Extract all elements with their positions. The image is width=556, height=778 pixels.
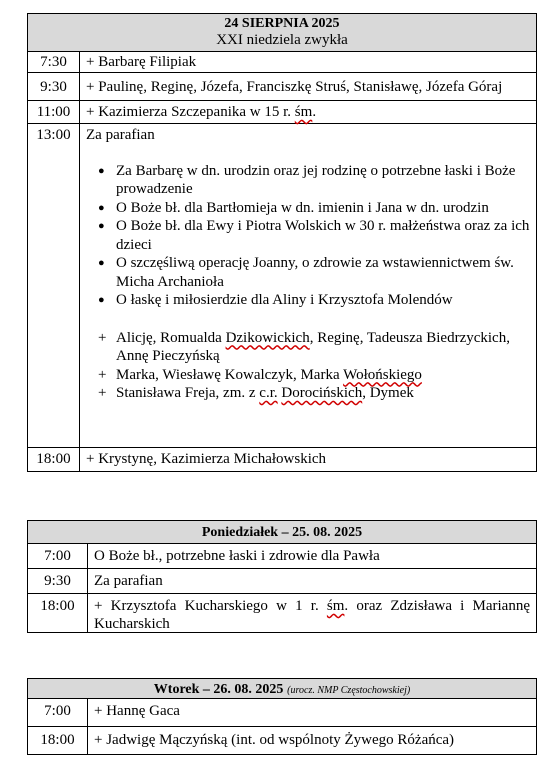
flagged-word: śm xyxy=(326,598,345,614)
cross-icon: + xyxy=(98,366,107,383)
mass-row xyxy=(28,73,536,101)
bullet-icon: ● xyxy=(98,220,105,232)
list-item: + Stanisława Freja, zm. z c.r. Dorocińskich, Dymek xyxy=(98,385,414,401)
monday-header xyxy=(28,521,536,544)
sunday-header xyxy=(28,14,536,52)
mass-time: 9:30 xyxy=(28,569,88,593)
mass-row xyxy=(28,569,536,594)
mass-intention xyxy=(80,101,536,123)
list-item: ● O szczęśliwą operację Joanny, o zdrowie za wstawiennictwem św. Micha Archanioła xyxy=(98,255,514,290)
mass-time: 18:00 xyxy=(28,594,88,632)
list-item: ● O Boże bł. dla Bartłomieja w dn. imienin i Jana w dn. urodzin xyxy=(98,199,489,216)
cross-icon: + xyxy=(98,385,107,401)
mass-row xyxy=(28,448,536,472)
sunday-title: XXI niedziela zwykła xyxy=(216,32,348,48)
list-item: + Marka, Wiesławę Kowalczyk, Marka Wołońskiego xyxy=(98,366,422,383)
sunday-date: 24 SIERPNIA 2025 xyxy=(224,16,340,31)
mass-intention: O Boże bł., potrzebne łaski i zdrowie dla Pawła xyxy=(94,548,380,564)
flagged-word: śm xyxy=(294,104,313,120)
mass-intention: + Krystynę, Kazimierza Michałowskich xyxy=(86,451,327,467)
flagged-word: c.r. xyxy=(259,385,278,401)
mass-intention: + Paulinę, Reginę, Józefa, Franciszkę Struś, Stanisławę, Józefa Góraj xyxy=(86,79,503,95)
bullet-icon: ● xyxy=(98,257,105,269)
mass-time: 18:00 xyxy=(28,727,88,754)
mass-row-1300 xyxy=(28,124,536,448)
mass-time: 9:30 xyxy=(28,73,80,100)
flagged-word: Dzikowickich xyxy=(225,329,310,346)
mass-row xyxy=(28,544,536,569)
mass-intention: + Jadwigę Mączyńską (int. od wspólnoty Żywego Różańca) xyxy=(94,732,455,748)
tuesday-table xyxy=(27,678,537,755)
mass-row xyxy=(28,52,536,73)
mass-time: 7:00 xyxy=(28,544,88,568)
mass-time: 7:30 xyxy=(28,52,80,72)
mass-row xyxy=(28,594,536,633)
mass-row xyxy=(28,101,536,124)
flagged-word: Wołońskiego xyxy=(343,366,422,383)
mass-intention: + Barbarę Filipiak xyxy=(86,54,197,70)
mass-time: 11:00 xyxy=(28,101,80,123)
deceased-list xyxy=(80,329,536,403)
bullet-icon: ● xyxy=(98,294,105,306)
tuesday-date: Wtorek – 26. 08. 2025 xyxy=(153,682,284,697)
sunday-table xyxy=(27,13,537,472)
intention-text: + Kazimierza Szczepanika w 15 r. xyxy=(86,104,295,120)
bullet-icon: ● xyxy=(98,164,105,177)
list-item: ● O Boże bł. dla Ewy i Piotra Wolskich w 30 r. małżeństwa oraz za ich dzieci xyxy=(98,218,530,253)
cross-icon: + xyxy=(98,329,107,346)
mass-intention: Za parafian xyxy=(94,573,163,589)
mass-row xyxy=(28,699,536,727)
bullet-icon: ● xyxy=(98,201,105,214)
list-item: ● O łaskę i miłosierdzie dla Aliny i Krzysztofa Molendów xyxy=(98,292,453,308)
tuesday-header xyxy=(28,679,536,699)
tuesday-note: (urocz. NMP Częstochowskiej) xyxy=(287,685,411,696)
mass-time: 18:00 xyxy=(28,448,80,471)
list-item: + Alicję, Romualda Dzikowickich, Reginę, Tadeusza Biedrzyckich, Annę Pieczyńską xyxy=(98,329,510,364)
list-item: ● Za Barbarę w dn. urodzin oraz jej rodzinę o potrzebne łaski i Boże prowadzenie xyxy=(98,162,516,197)
mass-1300-content xyxy=(80,124,536,447)
flagged-word: Dorocińskich xyxy=(281,385,363,401)
mass-time: 13:00 xyxy=(28,124,80,447)
monday-table xyxy=(27,520,537,633)
intention-text: . xyxy=(312,104,317,120)
intention-list xyxy=(80,162,536,310)
mass-row xyxy=(28,727,536,755)
mass-intention: Za parafian xyxy=(86,127,155,143)
mass-intention: + Krzysztofa Kucharskiego w 1 r. śm. oraz Zdzisława i Mariannę Kucharskich xyxy=(94,598,530,632)
mass-intention: + Hannę Gaca xyxy=(94,703,180,719)
monday-date: Poniedziałek – 25. 08. 2025 xyxy=(201,525,363,540)
mass-time: 7:00 xyxy=(28,699,88,726)
